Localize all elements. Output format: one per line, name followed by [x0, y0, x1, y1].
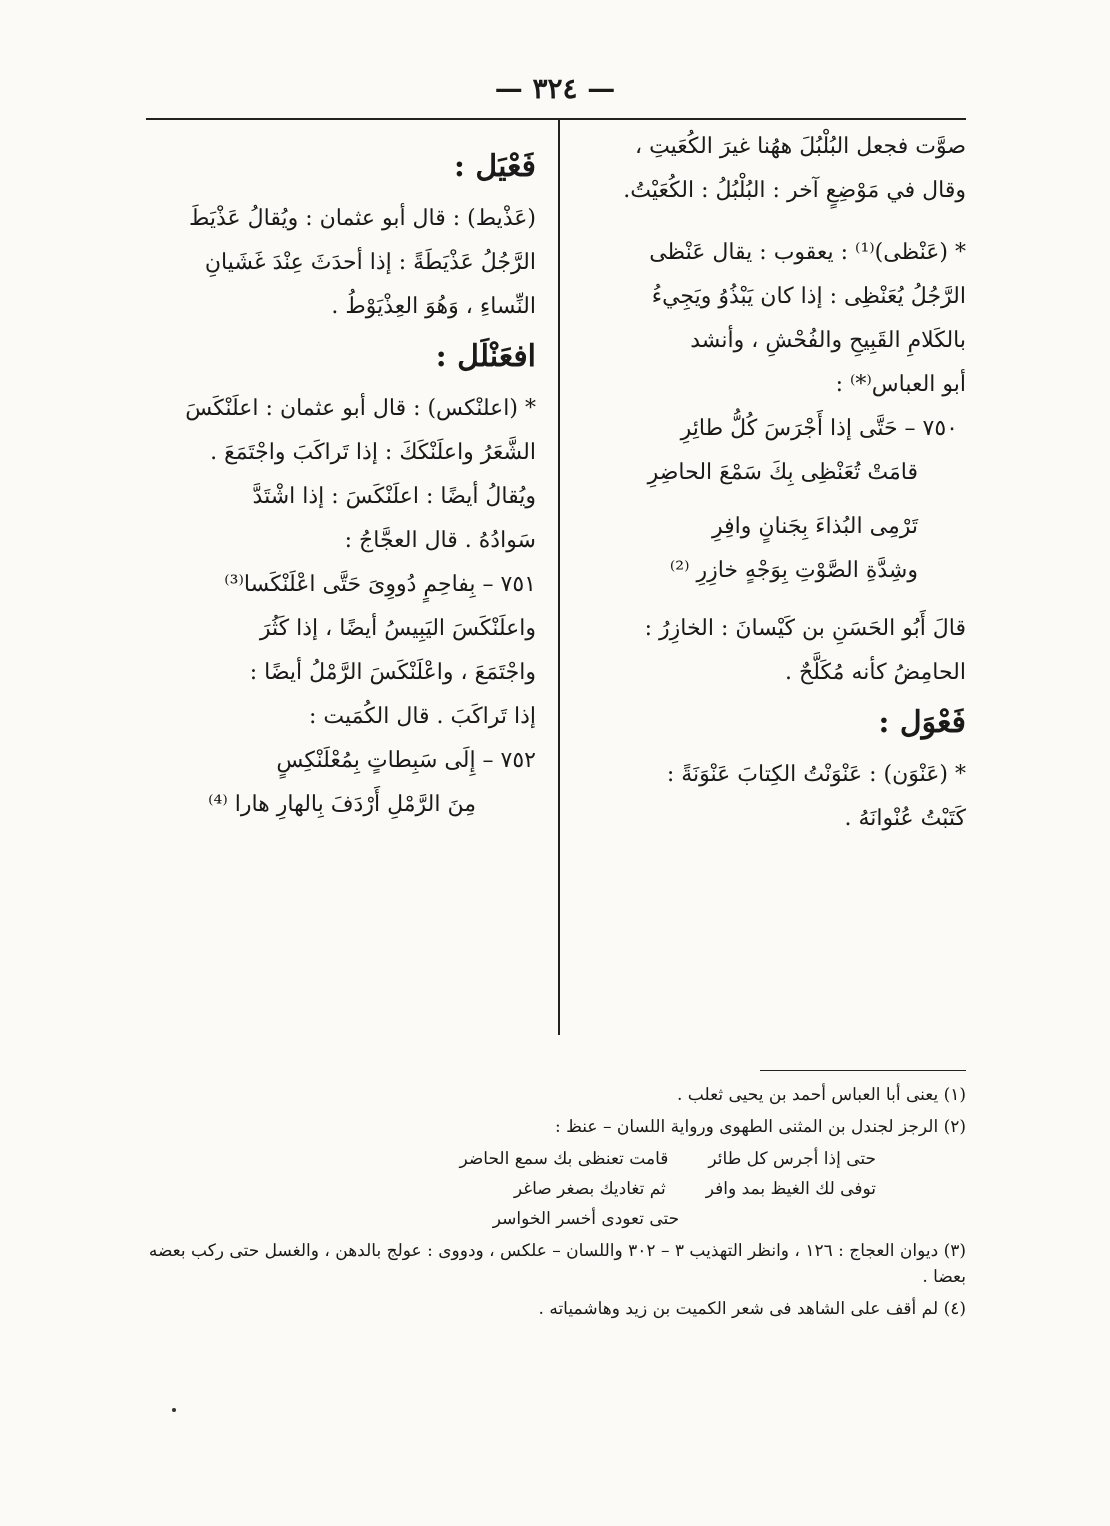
- print-speck: [172, 1408, 176, 1412]
- entry-line: * (عَنْظى)⁽¹⁾ : يعقوب : يقال عَنْظى: [649, 240, 966, 265]
- entry-line: الشَّعَرُ واعلَنْكَكَ : إذا تَراكَبَ واجْتَمَعَ .: [210, 440, 536, 465]
- footnote-2: (٢) الرجز لجندل بن المثنى الطهوى ورواية اللسان – عنظ :: [555, 1117, 966, 1137]
- entry-line: النِّساءِ ، وَهُوَ العِذْيَوْطُ .: [331, 294, 536, 319]
- footnote-rule: [760, 1070, 966, 1071]
- left-column: [146, 130, 536, 832]
- entry-line: ويُقالُ أيضًا : اعلَنْكَسَ : إذا اشْتَدَّ: [252, 484, 536, 509]
- entry-line: بالكَلامِ القَبِيحِ والفُحْشِ ، وأنشد: [690, 328, 966, 353]
- footnote-hemistich: قامت تعنظى بك سمع الحاضر: [459, 1149, 669, 1169]
- entry-line: سَوادُهُ . قال العجَّاجُ :: [344, 528, 536, 553]
- entry-line: * (عَنْوَن) : عَنْوَنْتُ الكِتابَ عَنْوَنَةً :: [666, 762, 966, 787]
- section-heading: فَعْيَل :: [453, 149, 536, 184]
- footnote-verse-row: [146, 1146, 966, 1172]
- verse-752-line: مِنَ الرَّمْلِ أَرْدَفَ بِالهارِ هارا ⁽⁴⁾: [208, 792, 476, 817]
- footnote-3: (٣) ديوان العجاج : ١٢٦ ، وانظر التهذيب ٣ – ٣٠٢ واللسان – علكس ، ودووى : عولج بالدهن ، والغسل حتى ركب بعضه بعضا .: [148, 1241, 966, 1287]
- header-rule: [146, 118, 966, 120]
- footnotes: [146, 1082, 966, 1328]
- column-divider: [558, 120, 560, 1035]
- entry-line: واجْتَمَعَ ، واعْلَنْكَسَ الرَّمْلُ أيضًا :: [249, 660, 536, 685]
- verse-line: قامَتْ تُعَنْظِى بِكَ سَمْعَ الحاضِرِ: [647, 460, 918, 485]
- footnote-verse-last: حتى تعودى أخسر الخواسر: [492, 1209, 680, 1229]
- entry-line: الرَّجُلُ يُعَنْظِى : إذا كان يَبْذُوُ ويَجِيءُ: [651, 284, 966, 309]
- verse-751: ٧٥١ – بِفاحِمٍ دُووِىَ حَتَّى اعْلَنْكَسا⁽³⁾: [224, 572, 536, 597]
- verse-line: تَرْمِى البُذاءَ بِجَنانٍ وافِرِ: [711, 514, 918, 539]
- footnote-hemistich: حتى إذا أجرس كل طائر: [708, 1149, 876, 1169]
- text-line: وقال في مَوْضِعٍ آخر : البُلْبُلُ : الكُعَيْتُ.: [623, 178, 966, 203]
- entry-line: كَتَبْتُ عُنْوانَهُ .: [844, 806, 966, 831]
- verse-line: ٧٥٠ – حَتَّى إذا أَجْرَسَ كُلُّ طائِرِ: [680, 416, 958, 441]
- entry-line: واعلَنْكَسَ اليَبِيسُ أيضًا ، إذا كَثُرَ: [259, 616, 536, 641]
- verse-752-line: ٧٥٢ – إِلَى سَبِطاتٍ بِمُعْلَنْكِسٍ: [276, 748, 536, 773]
- entry-line: أبو العباس⁽*⁾ :: [835, 372, 966, 397]
- entry-line: الحامِضُ كأنه مُكَلَّحٌ .: [785, 660, 966, 685]
- footnote-1: (١) يعنى أبا العباس أحمد بن يحيى ثعلب .: [677, 1085, 966, 1105]
- footnote-hemistich: ثم تغاديك بصغر صاغر: [513, 1179, 666, 1199]
- verse-line: وشِدَّةِ الصَّوْتِ بِوَجْهٍ خازِرِ ⁽²⁾: [669, 558, 918, 583]
- footnote-4: (٤) لم أقف على الشاهد فى شعر الكميت بن زيد وهاشمياته .: [538, 1299, 966, 1319]
- entry-line: إذا تَراكَبَ . قال الكُمَيت :: [309, 704, 536, 729]
- entry-line: قالَ أَبُو الحَسَنِ بن كَيْسانَ : الخازِرُ :: [644, 616, 966, 641]
- section-heading: افعَنْلَل :: [435, 339, 536, 374]
- right-column: [582, 130, 966, 846]
- page-number: — ٣٢٤ —: [494, 72, 616, 105]
- text-line: صوَّت فجعل البُلْبُلَ ههُنا غيرَ الكُعَيتِ ،: [634, 134, 966, 159]
- verse-750: [582, 412, 966, 588]
- entry-line: * (اعلنْكس) : قال أبو عثمان : اعلَنْكَسَ: [185, 396, 536, 421]
- entry-line: الرَّجُلُ عَذْيَطَةً : إذا أحدَثَ عِنْدَ غَشَيانِ: [204, 250, 536, 275]
- footnote-verse-row: [146, 1176, 966, 1202]
- footnote-hemistich: توفى لك الغيظ بمد وافر: [705, 1179, 876, 1199]
- section-heading: فَعْوَل :: [878, 705, 966, 740]
- entry-line: (عَذْيط) : قال أبو عثمان : ويُقالُ عَذْيَطَ: [188, 206, 536, 231]
